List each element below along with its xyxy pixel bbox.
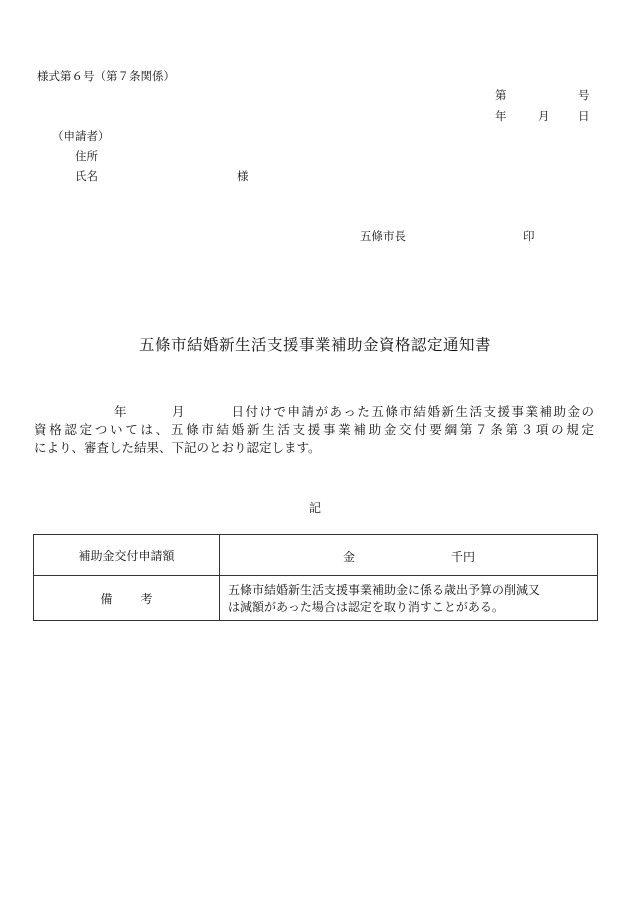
amount-cell (220, 535, 598, 576)
document-number-suffix: 号 (578, 88, 590, 102)
name-label: 氏名 (75, 169, 98, 183)
remarks-label-cell (34, 576, 220, 621)
body-line-1 (34, 403, 594, 421)
body-paragraph (34, 403, 594, 457)
document-number-prefix: 第 (495, 88, 507, 102)
remarks-line-2: は減額があった場合は認定を取り消すことがある。 (228, 599, 504, 614)
seal-mark: 印 (523, 229, 535, 243)
date-day: 日 (578, 109, 590, 123)
amount-label: 補助金交付申請額 (34, 535, 220, 576)
amount-prefix: 金 (343, 550, 356, 564)
remarks-label: 備考 (100, 591, 181, 606)
ki-heading: 記 (308, 501, 321, 515)
table-row (34, 576, 598, 621)
body-line-2: 資格認定ついては、五條市結婚新生活支援事業補助金交付要綱第７条第３項の規定 (34, 422, 594, 437)
remarks-line-1: 五條市結婚新生活支援事業補助金に係る歳出予算の削減又 (228, 582, 541, 597)
applicant-heading: （申請者） (52, 129, 110, 143)
form-number: 様式第６号（第７条関係） (37, 69, 175, 83)
remarks-cell (220, 576, 598, 621)
address-label: 住所 (75, 149, 98, 163)
details-table (33, 534, 598, 621)
honorific: 様 (237, 169, 249, 183)
body-year: 年 (114, 404, 127, 419)
date-month: 月 (538, 109, 550, 123)
body-month: 月 (172, 404, 185, 419)
date-year: 年 (495, 109, 507, 123)
issuer-title: 五條市長 (360, 229, 406, 243)
document-title: 五條市結婚新生活支援事業補助金資格認定通知書 (138, 336, 491, 354)
body-line-3: により、審査した結果、下記のとおり認定します。 (34, 440, 321, 455)
table-row (34, 535, 598, 576)
amount-unit: 千円 (451, 550, 476, 564)
body-line-1-text: 日付けで申請があった五條市結婚新生活支援事業補助金の (230, 404, 594, 419)
